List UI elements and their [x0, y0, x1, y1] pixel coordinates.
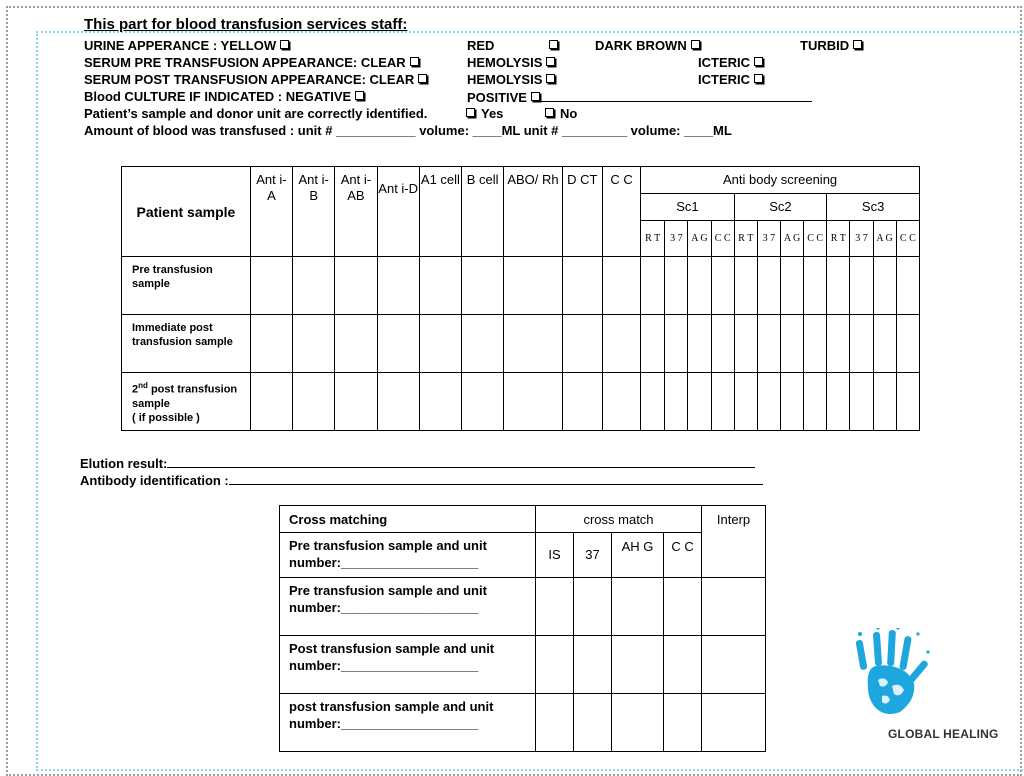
col-ahg: AH G — [612, 533, 664, 578]
cell[interactable] — [419, 257, 461, 315]
sc2-rt: R T — [734, 221, 757, 257]
sc2-header: Sc2 — [734, 194, 827, 221]
row-label-immediate-post: Immediate post transfusion sample — [122, 315, 251, 373]
cell[interactable] — [377, 257, 419, 315]
cell[interactable] — [419, 315, 461, 373]
cell[interactable] — [462, 373, 504, 431]
col-37: 37 — [574, 533, 612, 578]
cell[interactable] — [734, 257, 757, 315]
cell[interactable] — [335, 373, 377, 431]
cell[interactable] — [827, 373, 850, 431]
serum-post-icteric: ICTERIC — [698, 72, 763, 87]
cross-matching-table — [279, 505, 766, 752]
turbid-option: TURBID — [800, 38, 862, 53]
cell[interactable] — [896, 315, 919, 373]
cell[interactable] — [641, 373, 665, 431]
cell[interactable] — [780, 315, 803, 373]
row-second-post — [122, 373, 920, 431]
cell[interactable] — [612, 578, 664, 636]
red-checkbox[interactable] — [549, 40, 558, 49]
cell[interactable] — [293, 257, 335, 315]
cell[interactable] — [873, 315, 896, 373]
cell[interactable] — [562, 373, 602, 431]
serum-pre-label: SERUM PRE TRANSFUSION APPEARANCE: CLEAR — [84, 55, 419, 70]
cell[interactable] — [757, 373, 780, 431]
serum-post-clear-checkbox[interactable] — [418, 74, 427, 83]
cross-row-1-label: Pre transfusion sample and unit number:___________________ — [280, 533, 536, 578]
cell[interactable] — [711, 373, 734, 431]
cell[interactable] — [780, 257, 803, 315]
cell[interactable] — [612, 694, 664, 752]
global-healing-hand-logo-icon — [848, 628, 938, 718]
cross-match-header: cross match — [536, 506, 702, 533]
cell[interactable] — [688, 373, 711, 431]
antibody-id-blank[interactable] — [229, 472, 763, 485]
identification-label: Patient’s sample and donor unit are correctly identified. — [84, 106, 428, 121]
sc1-header: Sc1 — [641, 194, 735, 221]
cell[interactable] — [688, 315, 711, 373]
cell[interactable] — [804, 257, 827, 315]
serum-pre-icteric-checkbox[interactable] — [754, 57, 763, 66]
sc3-ag: A G — [873, 221, 896, 257]
cell[interactable] — [504, 315, 562, 373]
dark-brown-option: DARK BROWN — [595, 38, 700, 53]
sc3-cc: C C — [896, 221, 919, 257]
cell[interactable] — [641, 315, 665, 373]
cell[interactable] — [757, 315, 780, 373]
cross-matching-header: Cross matching — [280, 506, 536, 533]
sc1-37: 3 7 — [665, 221, 688, 257]
sc1-cc: C C — [711, 221, 734, 257]
cell[interactable] — [734, 315, 757, 373]
cell[interactable] — [873, 257, 896, 315]
serum-pre-hemolysis: HEMOLYSIS — [467, 55, 555, 70]
cell[interactable] — [250, 257, 292, 315]
elution-blank[interactable] — [167, 455, 755, 468]
cell[interactable] — [734, 373, 757, 431]
cell[interactable] — [536, 636, 574, 694]
serum-pre-hemolysis-checkbox[interactable] — [546, 57, 555, 66]
patient-sample-table — [121, 166, 920, 431]
cell[interactable] — [536, 578, 574, 636]
cell[interactable] — [612, 636, 664, 694]
cell[interactable] — [335, 315, 377, 373]
cell[interactable] — [665, 373, 688, 431]
cell[interactable] — [850, 315, 873, 373]
cell[interactable] — [688, 257, 711, 315]
sc3-rt: R T — [827, 221, 850, 257]
cell[interactable] — [504, 373, 562, 431]
col-dct: D CT — [562, 167, 602, 257]
cell[interactable] — [804, 373, 827, 431]
antibody-identification-line: Antibody identification : — [80, 472, 763, 488]
negative-checkbox[interactable] — [355, 91, 364, 100]
urine-appearance-label: URINE APPERANCE : YELLOW — [84, 38, 289, 53]
serum-post-hemolysis: HEMOLYSIS — [467, 72, 555, 87]
cell[interactable] — [827, 257, 850, 315]
positive-checkbox[interactable] — [531, 92, 540, 101]
yes-option: Yes — [466, 106, 503, 121]
red-option: RED — [467, 38, 558, 53]
serum-post-icteric-checkbox[interactable] — [754, 74, 763, 83]
row-label-pre-transfusion: Pre transfusion sample — [122, 257, 251, 315]
no-option: No — [545, 106, 577, 121]
serum-pre-clear-checkbox[interactable] — [410, 57, 419, 66]
elution-result-line: Elution result: — [80, 455, 755, 471]
blood-culture-label: Blood CULTURE IF INDICATED : NEGATIVE — [84, 89, 364, 104]
cell[interactable] — [780, 373, 803, 431]
cell[interactable] — [850, 257, 873, 315]
cell[interactable] — [702, 578, 766, 636]
cell[interactable] — [711, 257, 734, 315]
cell[interactable] — [664, 694, 702, 752]
cell[interactable] — [602, 373, 640, 431]
cell[interactable] — [574, 694, 612, 752]
section-title: This part for blood transfusion services staff: — [84, 16, 408, 33]
col-anti-a: Ant i- A — [250, 167, 292, 257]
antibody-screening-header: Anti body screening — [641, 167, 920, 194]
serum-post-label: SERUM POST TRANSFUSION APPEARANCE: CLEAR — [84, 72, 427, 87]
sc2-ag: A G — [780, 221, 803, 257]
patient-sample-header: Patient sample — [122, 167, 251, 257]
positive-option: POSITIVE — [467, 89, 812, 105]
global-healing-logo-text: GLOBAL HEALING — [888, 727, 999, 741]
cross-row-2-label: Pre transfusion sample and unit number:___________________ — [280, 578, 536, 636]
cell[interactable] — [804, 315, 827, 373]
cell[interactable] — [827, 315, 850, 373]
cell[interactable] — [702, 694, 766, 752]
cross-row-4-label: post transfusion sample and unit number:___________________ — [280, 694, 536, 752]
cell[interactable] — [602, 315, 640, 373]
col-anti-d: Ant i-D — [377, 167, 419, 257]
cell[interactable] — [664, 636, 702, 694]
col-anti-b: Ant i- B — [293, 167, 335, 257]
serum-post-hemolysis-checkbox[interactable] — [546, 74, 555, 83]
col-anti-ab: Ant i- AB — [335, 167, 377, 257]
col-b-cell: B cell — [462, 167, 504, 257]
cell[interactable] — [850, 373, 873, 431]
cell[interactable] — [702, 636, 766, 694]
yes-checkbox[interactable] — [466, 108, 475, 117]
cell[interactable] — [757, 257, 780, 315]
cell[interactable] — [896, 373, 919, 431]
col-cc2: C C — [664, 533, 702, 578]
cell[interactable] — [250, 373, 292, 431]
cross-row-3-label: Post transfusion sample and unit number:___________________ — [280, 636, 536, 694]
row-label-second-post: 2nd post transfusion sample ( if possible ) — [122, 373, 251, 431]
cell[interactable] — [574, 636, 612, 694]
dark-brown-checkbox[interactable] — [691, 40, 700, 49]
sc1-rt: R T — [641, 221, 665, 257]
cell[interactable] — [293, 315, 335, 373]
row-pre-transfusion — [122, 257, 920, 315]
sc3-header: Sc3 — [827, 194, 920, 221]
col-a1-cell: A1 cell — [419, 167, 461, 257]
cell[interactable] — [665, 315, 688, 373]
cell[interactable] — [665, 257, 688, 315]
cell[interactable] — [873, 373, 896, 431]
sc2-cc: C C — [804, 221, 827, 257]
cell[interactable] — [664, 578, 702, 636]
cell[interactable] — [602, 257, 640, 315]
yellow-checkbox[interactable] — [280, 40, 289, 49]
cell[interactable] — [504, 257, 562, 315]
sc1-ag: A G — [688, 221, 711, 257]
cell[interactable] — [896, 257, 919, 315]
col-abo-rh: ABO/ Rh — [504, 167, 562, 257]
cell[interactable] — [462, 257, 504, 315]
row-immediate-post — [122, 315, 920, 373]
cell[interactable] — [562, 315, 602, 373]
cell[interactable] — [711, 315, 734, 373]
cell[interactable] — [293, 373, 335, 431]
interp-header: Interp — [702, 506, 766, 578]
cell[interactable] — [574, 578, 612, 636]
cell[interactable] — [641, 257, 665, 315]
amount-transfused-line: Amount of blood was transfused : unit # ___________ volume: ____ML unit # _________ volume: ____ML — [84, 123, 732, 138]
cell[interactable] — [462, 315, 504, 373]
cell[interactable] — [536, 694, 574, 752]
cell[interactable] — [419, 373, 461, 431]
cell[interactable] — [335, 257, 377, 315]
col-is: IS — [536, 533, 574, 578]
sc3-37: 3 7 — [850, 221, 873, 257]
sc2-37: 3 7 — [757, 221, 780, 257]
cell[interactable] — [562, 257, 602, 315]
cell[interactable] — [377, 315, 419, 373]
turbid-checkbox[interactable] — [853, 40, 862, 49]
no-checkbox[interactable] — [545, 108, 554, 117]
cell[interactable] — [250, 315, 292, 373]
serum-pre-icteric: ICTERIC — [698, 55, 763, 70]
cell[interactable] — [377, 373, 419, 431]
col-cc: C C — [602, 167, 640, 257]
positive-blank-line[interactable] — [540, 89, 812, 102]
